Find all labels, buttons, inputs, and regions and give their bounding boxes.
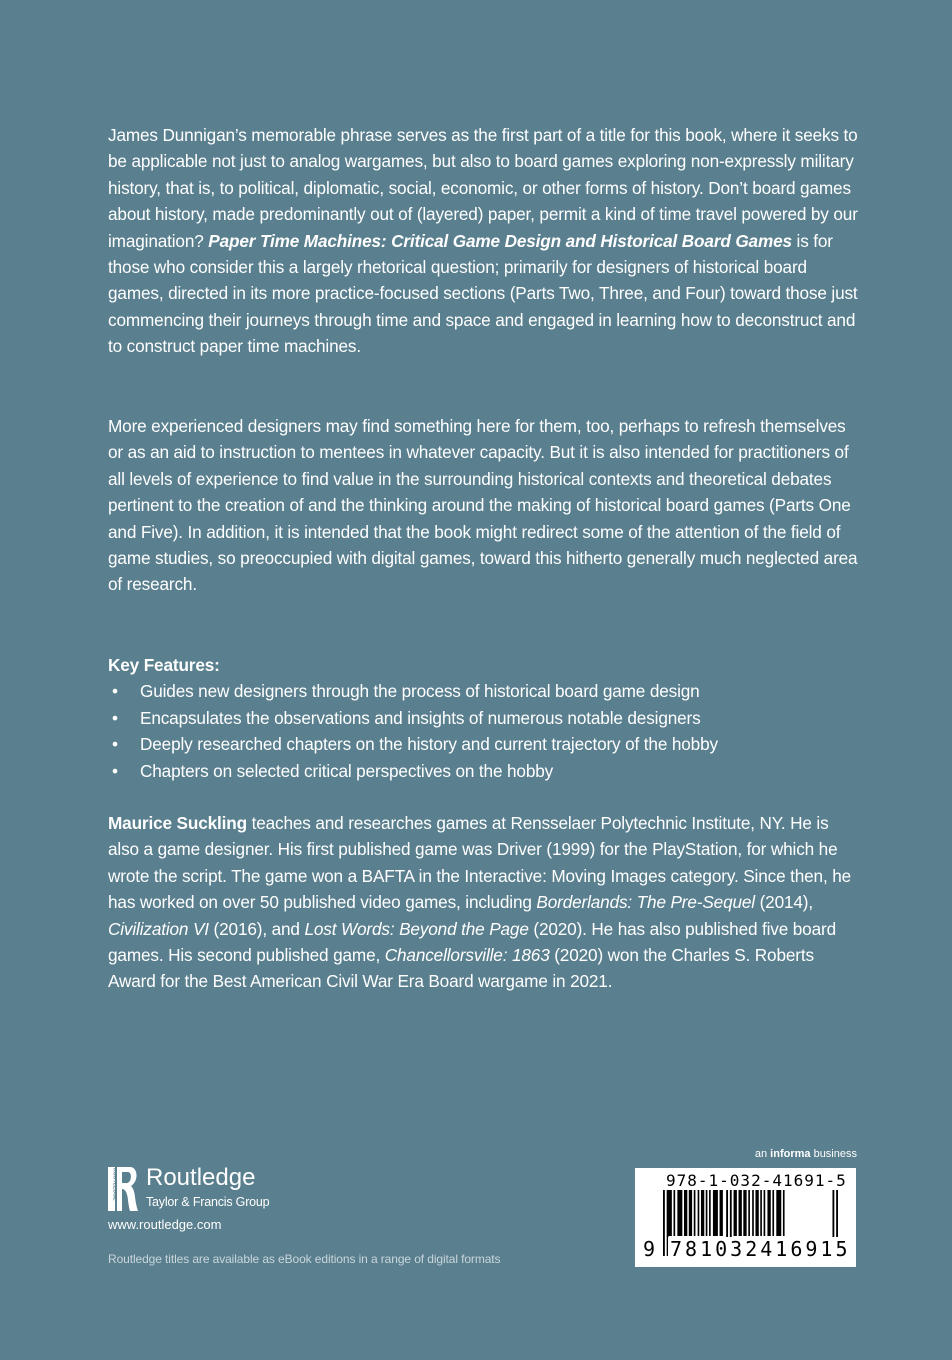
list-item-text: Chapters on selected critical perspectives on the hobby	[140, 760, 554, 781]
barcode-bar	[694, 1190, 696, 1236]
blurb-paragraph-2	[108, 413, 860, 598]
barcode-bar	[669, 1190, 672, 1236]
list-item-text: Deeply researched chapters on the history and current trajectory of the hobby	[140, 734, 718, 755]
barcode-bar	[776, 1190, 781, 1236]
blurb-text: More experienced designers may find something here for them, too, perhaps to refresh themselves or as an aid to instruction to mentees in whatever capacity. But it is also intended for practitioners of all levels of experience to find value in the surrounding historical contexts and theoretical debates pertinent to the creation of and the thinking around the making of historical board games (Parts One and Five). In addition, it is intended that the book might redirect some of the attention of the field of game studies, so preoccupied with digital games, toward this hitherto generally much neglected area of research.	[108, 416, 858, 595]
game-title: Civilization VI	[108, 918, 209, 939]
barcode-bar	[755, 1190, 758, 1236]
key-features	[108, 652, 860, 784]
bullet-icon: •	[112, 760, 118, 781]
barcode-bar	[720, 1190, 723, 1236]
list-item-text: Guides new designers through the process of historical board game design	[140, 681, 700, 702]
bio-text: (2014),	[754, 892, 814, 913]
barcode-bar	[674, 1190, 676, 1236]
routledge-r-icon	[108, 1167, 138, 1211]
barcode-bar	[689, 1190, 692, 1236]
blurb-text: James Dunnigan’s memorable phrase serves as the first part of a title for this book, where it seeks to be applicable not just to analog wargames, but also to board games exploring non-expressly military history, that is, to political, diplomatic, social, economic, or other forms of history. Don’t board games about history, made predominantly out of (layered) paper, permit a kind of time travel powered by our imagination?	[108, 125, 858, 251]
logo-spine-text: ROUTLEDGE	[111, 1168, 118, 1201]
bullet-icon: •	[112, 681, 118, 702]
list-item	[108, 705, 860, 731]
barcode-bar	[698, 1190, 700, 1236]
list-item	[108, 731, 860, 757]
barcode-bar	[734, 1190, 737, 1236]
barcode-bar	[739, 1190, 742, 1236]
bio-text: (2020). He has also published five board games. His second published game,	[108, 918, 836, 966]
barcode-bar	[752, 1190, 754, 1236]
ebook-note: Routledge titles are available as eBook editions in a range of digital formats	[108, 1252, 501, 1266]
list-item-text: Encapsulates the observations and insights of numerous notable designers	[140, 707, 701, 728]
blurb-paragraph-1	[108, 122, 860, 360]
bio-text: (2020) won the Charles S. Roberts Award for the Best American Civil War Era Board wargame in 2021.	[108, 945, 814, 992]
barcode-bar	[772, 1190, 774, 1236]
barcode-bar	[684, 1190, 687, 1236]
publisher-name: Routledge	[146, 1164, 256, 1191]
barcode-bar	[760, 1190, 762, 1236]
barcode-bar	[677, 1190, 682, 1236]
bio-text: (2016), and	[208, 918, 305, 939]
barcode-bar	[743, 1190, 746, 1236]
bio-text: teaches and researches games at Rensselaer Polytechnic Institute, NY. He is also a game designer. His first published game was Driver (1999) for the PlayStation, for which he wrote the script. The game won a BAFTA in the Interactive: Moving Images category. Since then, he has worked on over 50 published video games, including	[108, 813, 852, 913]
barcode-bar	[706, 1190, 708, 1236]
barcode-bar	[663, 1190, 665, 1256]
isbn-text: 978-1-032-41691-5	[666, 1171, 847, 1190]
list-item	[108, 758, 860, 784]
book-title: Paper Time Machines: Critical Game Design and Historical Board Games	[208, 230, 792, 251]
informa-suffix: business	[810, 1148, 857, 1160]
publisher-url[interactable]: www.routledge.com	[108, 1217, 222, 1232]
game-title: Chancellorsville: 1863	[384, 945, 550, 966]
barcode-bar	[713, 1190, 718, 1236]
barcode-bar	[709, 1190, 711, 1236]
game-title: Lost Words: Beyond the Page	[304, 918, 529, 939]
informa-prefix: an	[754, 1148, 771, 1160]
ean-digits: 781032416915	[670, 1237, 851, 1261]
publisher-group: Taylor & Francis Group	[146, 1195, 270, 1209]
blurb-text: is for those who consider this a largely rhetorical question; primarily for designers of historical board games, directed in its more practice-focused sections (Parts Two, Three, and Four) toward those just commencing their journeys through time and space and engaged in learning how to deconstruct and to construct paper time machines.	[108, 230, 858, 357]
isbn-barcode	[635, 1168, 856, 1267]
author-bio	[108, 810, 860, 995]
barcode-bar	[767, 1190, 770, 1236]
list-item	[108, 678, 860, 704]
barcode-bar	[764, 1190, 766, 1236]
bullet-icon: •	[112, 734, 118, 755]
informa-brand: informa	[770, 1148, 811, 1160]
game-title: Borderlands: The Pre-Sequel	[536, 892, 755, 913]
barcode-bar	[701, 1190, 704, 1236]
informa-tagline	[755, 1148, 857, 1160]
barcode-bar	[748, 1190, 750, 1236]
author-name: Maurice Suckling	[108, 813, 247, 833]
barcode-bar	[783, 1190, 785, 1236]
key-features-title: Key Features:	[108, 655, 220, 675]
ean-first-digit: 9	[643, 1237, 656, 1261]
bullet-icon: •	[112, 707, 118, 728]
key-features-list	[108, 678, 860, 784]
